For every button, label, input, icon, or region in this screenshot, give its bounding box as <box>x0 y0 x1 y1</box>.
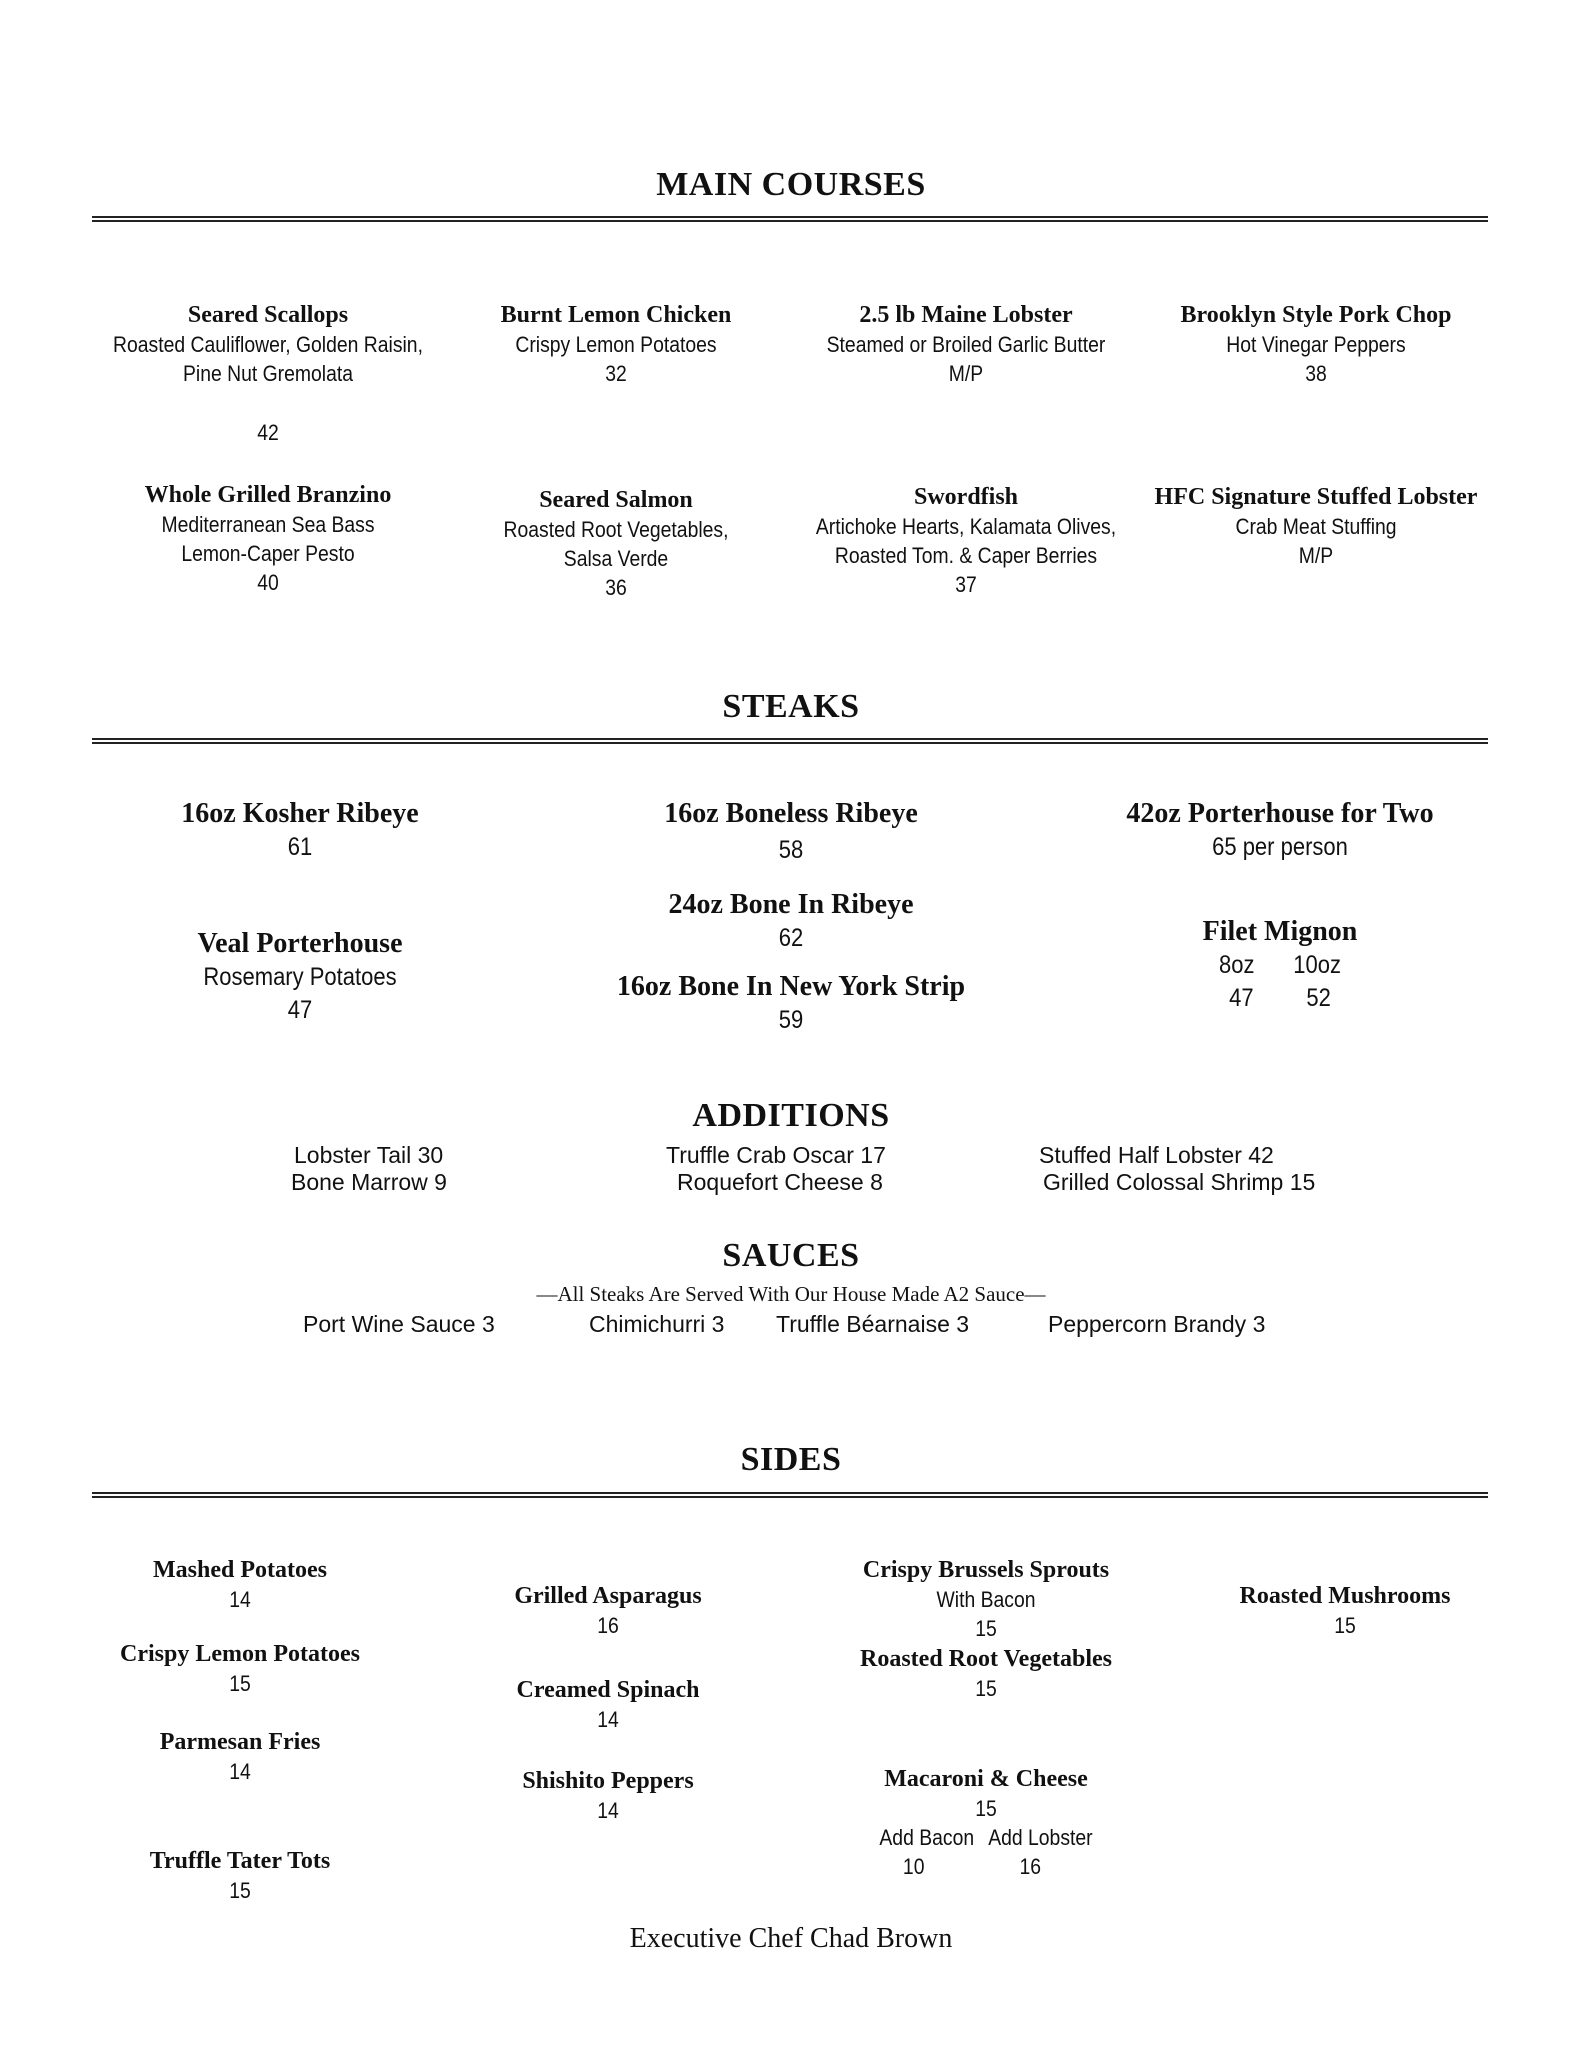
item-description: Roasted Tom. & Caper Berries <box>834 543 1098 568</box>
item-price: 15 <box>975 1676 997 1701</box>
addition-roquefort-cheese: Roquefort Cheese 8 <box>677 1169 883 1195</box>
item-name: Parmesan Fries <box>159 1729 321 1755</box>
item-name: Veal Porterhouse <box>197 928 403 959</box>
item-price: 14 <box>229 1587 251 1612</box>
item-name: Roasted Mushrooms <box>1239 1583 1451 1609</box>
main-courses-divider <box>92 216 1488 222</box>
sauce-port-wine: Port Wine Sauce 3 <box>303 1311 495 1337</box>
filet-price-10oz: 52 <box>1306 984 1331 1012</box>
side-crispy-brussels-sprouts <box>796 1556 1176 1643</box>
addition-stuffed-half-lobster: Stuffed Half Lobster 42 <box>1039 1142 1274 1168</box>
filet-size-10oz: 10oz <box>1293 951 1341 979</box>
item-description: Mediterranean Sea Bass <box>161 512 375 537</box>
item-name: Creamed Spinach <box>516 1677 700 1703</box>
steak-kosher-ribeye <box>120 797 480 864</box>
item-description: Rosemary Potatoes <box>203 963 397 991</box>
item-name: Crispy Lemon Potatoes <box>120 1641 360 1667</box>
menu-item-burnt-lemon-chicken <box>436 300 796 388</box>
add-bacon-price: 10 <box>902 1854 925 1879</box>
item-description: Crispy Lemon Potatoes <box>515 332 717 357</box>
side-parmesan-fries <box>60 1728 420 1786</box>
item-name: Macaroni & Cheese <box>884 1766 1088 1792</box>
item-name: 16oz Bone In New York Strip <box>616 971 966 1002</box>
side-mashed-potatoes <box>60 1556 420 1614</box>
item-description: Artichoke Hearts, Kalamata Olives, <box>815 514 1117 539</box>
side-truffle-tater-tots <box>60 1847 420 1905</box>
menu-item-stuffed-lobster <box>1126 482 1506 570</box>
steak-boneless-ribeye <box>591 797 991 867</box>
side-macaroni-cheese <box>796 1765 1176 1881</box>
sides-heading: SIDES <box>740 1441 842 1478</box>
steaks-heading: STEAKS <box>722 688 860 725</box>
item-price: 38 <box>1305 361 1327 386</box>
steaks-divider <box>92 738 1488 744</box>
item-description: With Bacon <box>936 1587 1036 1612</box>
item-name: Burnt Lemon Chicken <box>500 302 732 328</box>
side-shishito-peppers <box>428 1767 788 1825</box>
item-price: 32 <box>605 361 627 386</box>
item-price: 58 <box>778 836 804 864</box>
item-description: Pine Nut Gremolata <box>182 361 354 386</box>
sides-divider <box>92 1492 1488 1498</box>
item-price: 47 <box>287 996 313 1024</box>
add-lobster-price: 16 <box>1019 1854 1042 1879</box>
addition-bone-marrow: Bone Marrow 9 <box>291 1169 447 1195</box>
item-price: 59 <box>778 1006 804 1034</box>
item-name: 2.5 lb Maine Lobster <box>859 302 1073 328</box>
filet-price-8oz: 47 <box>1229 984 1254 1012</box>
item-description: Roasted Cauliflower, Golden Raisin, <box>113 332 423 357</box>
menu-item-pork-chop <box>1136 300 1496 388</box>
item-name: Brooklyn Style Pork Chop <box>1180 302 1452 328</box>
item-name: Mashed Potatoes <box>153 1557 327 1583</box>
item-price: 15 <box>975 1616 997 1641</box>
item-name: Filet Mignon <box>1202 916 1358 947</box>
sauce-peppercorn-brandy: Peppercorn Brandy 3 <box>1048 1311 1266 1337</box>
side-crispy-lemon-potatoes <box>60 1640 420 1698</box>
steak-ny-strip <box>571 970 1011 1037</box>
item-name: Roasted Root Vegetables <box>860 1646 1112 1672</box>
steak-filet-mignon <box>1080 915 1480 1015</box>
item-name: Whole Grilled Branzino <box>144 482 392 508</box>
item-price: 37 <box>955 572 977 597</box>
item-description: Salsa Verde <box>563 546 669 571</box>
menu-item-branzino <box>88 480 448 597</box>
additions-heading: ADDITIONS <box>692 1097 890 1134</box>
side-grilled-asparagus <box>428 1582 788 1640</box>
item-name: Grilled Asparagus <box>514 1583 702 1609</box>
item-price: 14 <box>597 1707 619 1732</box>
side-roasted-root-vegetables <box>796 1645 1176 1703</box>
item-description: Hot Vinegar Peppers <box>1226 332 1406 357</box>
item-price: 62 <box>778 924 804 952</box>
side-roasted-mushrooms <box>1165 1582 1525 1640</box>
item-price: 15 <box>229 1878 251 1903</box>
item-name: 16oz Kosher Ribeye <box>181 798 419 829</box>
item-price: 36 <box>605 575 627 600</box>
steak-porterhouse-for-two <box>1080 797 1480 864</box>
add-lobster-label: Add Lobster <box>988 1825 1093 1850</box>
item-description: Roasted Root Vegetables, <box>503 517 729 542</box>
add-bacon-label: Add Bacon <box>879 1825 975 1850</box>
steak-veal-porterhouse <box>120 927 480 1027</box>
item-description: Crab Meat Stuffing <box>1235 514 1397 539</box>
item-name: Swordfish <box>913 484 1019 510</box>
item-name: Crispy Brussels Sprouts <box>862 1557 1110 1583</box>
item-price: 42 <box>257 420 279 445</box>
executive-chef-credit: Executive Chef Chad Brown <box>629 1923 953 1954</box>
sauce-truffle-bearnaise: Truffle Béarnaise 3 <box>776 1311 970 1337</box>
menu-item-seared-scallops <box>88 300 448 447</box>
item-name: 42oz Porterhouse for Two <box>1126 798 1434 829</box>
sauce-chimichurri: Chimichurri 3 <box>589 1311 725 1337</box>
item-price: M/P <box>948 361 984 386</box>
item-price: 40 <box>257 570 279 595</box>
item-price: 15 <box>1334 1613 1356 1638</box>
item-price: M/P <box>1298 543 1334 568</box>
item-name: Seared Scallops <box>187 302 349 328</box>
item-name: Shishito Peppers <box>522 1768 694 1794</box>
side-creamed-spinach <box>428 1676 788 1734</box>
filet-size-8oz: 8oz <box>1219 951 1255 979</box>
menu-item-seared-salmon <box>436 485 796 602</box>
sauces-heading: SAUCES <box>722 1237 860 1274</box>
item-description: Steamed or Broiled Garlic Butter <box>826 332 1106 357</box>
item-price: 14 <box>229 1759 251 1784</box>
item-price: 16 <box>597 1613 619 1638</box>
item-description: Lemon-Caper Pesto <box>181 541 355 566</box>
addition-lobster-tail: Lobster Tail 30 <box>294 1142 444 1168</box>
item-price: 15 <box>975 1796 997 1821</box>
item-name: 24oz Bone In Ribeye <box>668 889 914 920</box>
item-price: 65 per person <box>1212 833 1348 861</box>
item-name: HFC Signature Stuffed Lobster <box>1154 484 1478 510</box>
item-name: 16oz Boneless Ribeye <box>664 798 918 829</box>
item-price: 61 <box>287 833 313 861</box>
item-name: Seared Salmon <box>539 487 693 513</box>
item-price: 15 <box>229 1671 251 1696</box>
menu-item-maine-lobster <box>786 300 1146 388</box>
menu-item-swordfish <box>786 482 1146 599</box>
item-price: 14 <box>597 1798 619 1823</box>
addition-truffle-crab-oscar: Truffle Crab Oscar 17 <box>666 1142 886 1168</box>
main-courses-heading: MAIN COURSES <box>656 166 926 203</box>
steak-bone-in-ribeye <box>591 888 991 955</box>
sauces-subtitle: —All Steaks Are Served With Our House Made A2 Sauce— <box>536 1282 1046 1306</box>
item-name: Truffle Tater Tots <box>149 1848 331 1874</box>
addition-grilled-colossal-shrimp: Grilled Colossal Shrimp 15 <box>1043 1169 1316 1195</box>
